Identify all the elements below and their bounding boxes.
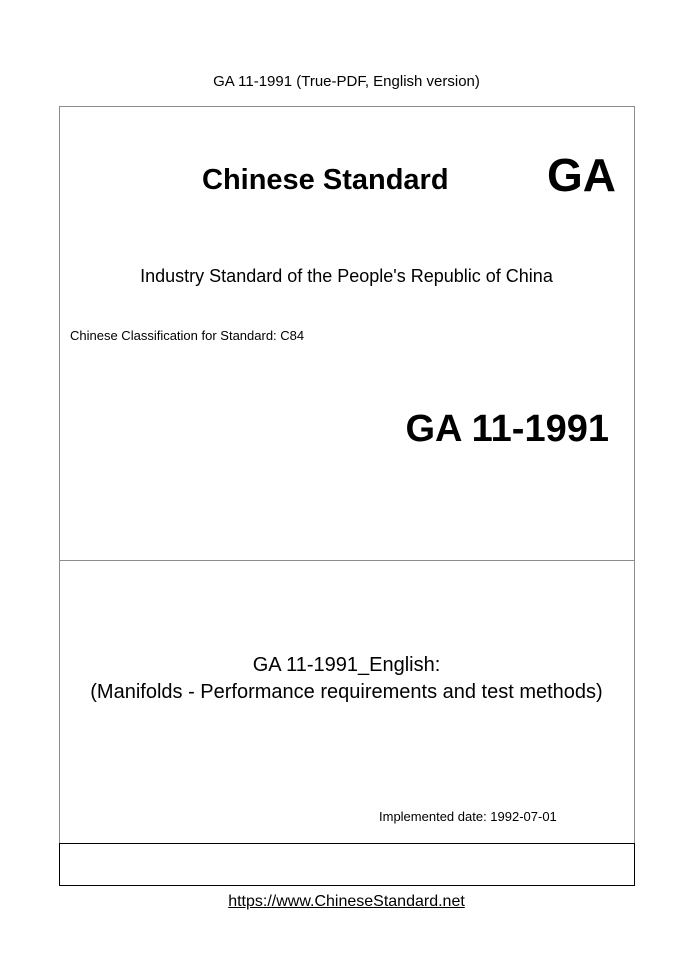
- implemented-date: Implemented date: 1992-07-01: [379, 809, 557, 824]
- industry-standard-line: Industry Standard of the People's Republic of China: [140, 266, 553, 286]
- classification-label: Chinese Classification for Standard: C84: [70, 328, 305, 343]
- standard-mark: GA: [547, 149, 616, 201]
- standard-title-line-1: GA 11-1991_English:: [252, 654, 441, 676]
- standard-number: GA 11-1991: [405, 408, 609, 450]
- website-link[interactable]: https://www.ChineseStandard.net: [228, 893, 465, 910]
- document-header: GA 11-1991 (True-PDF, English version): [213, 73, 480, 90]
- cover-bottom-box: [59, 843, 635, 886]
- cover-heading: Chinese Standard: [202, 164, 449, 196]
- standard-title-line-2: (Manifolds - Performance requirements and test methods): [90, 681, 603, 703]
